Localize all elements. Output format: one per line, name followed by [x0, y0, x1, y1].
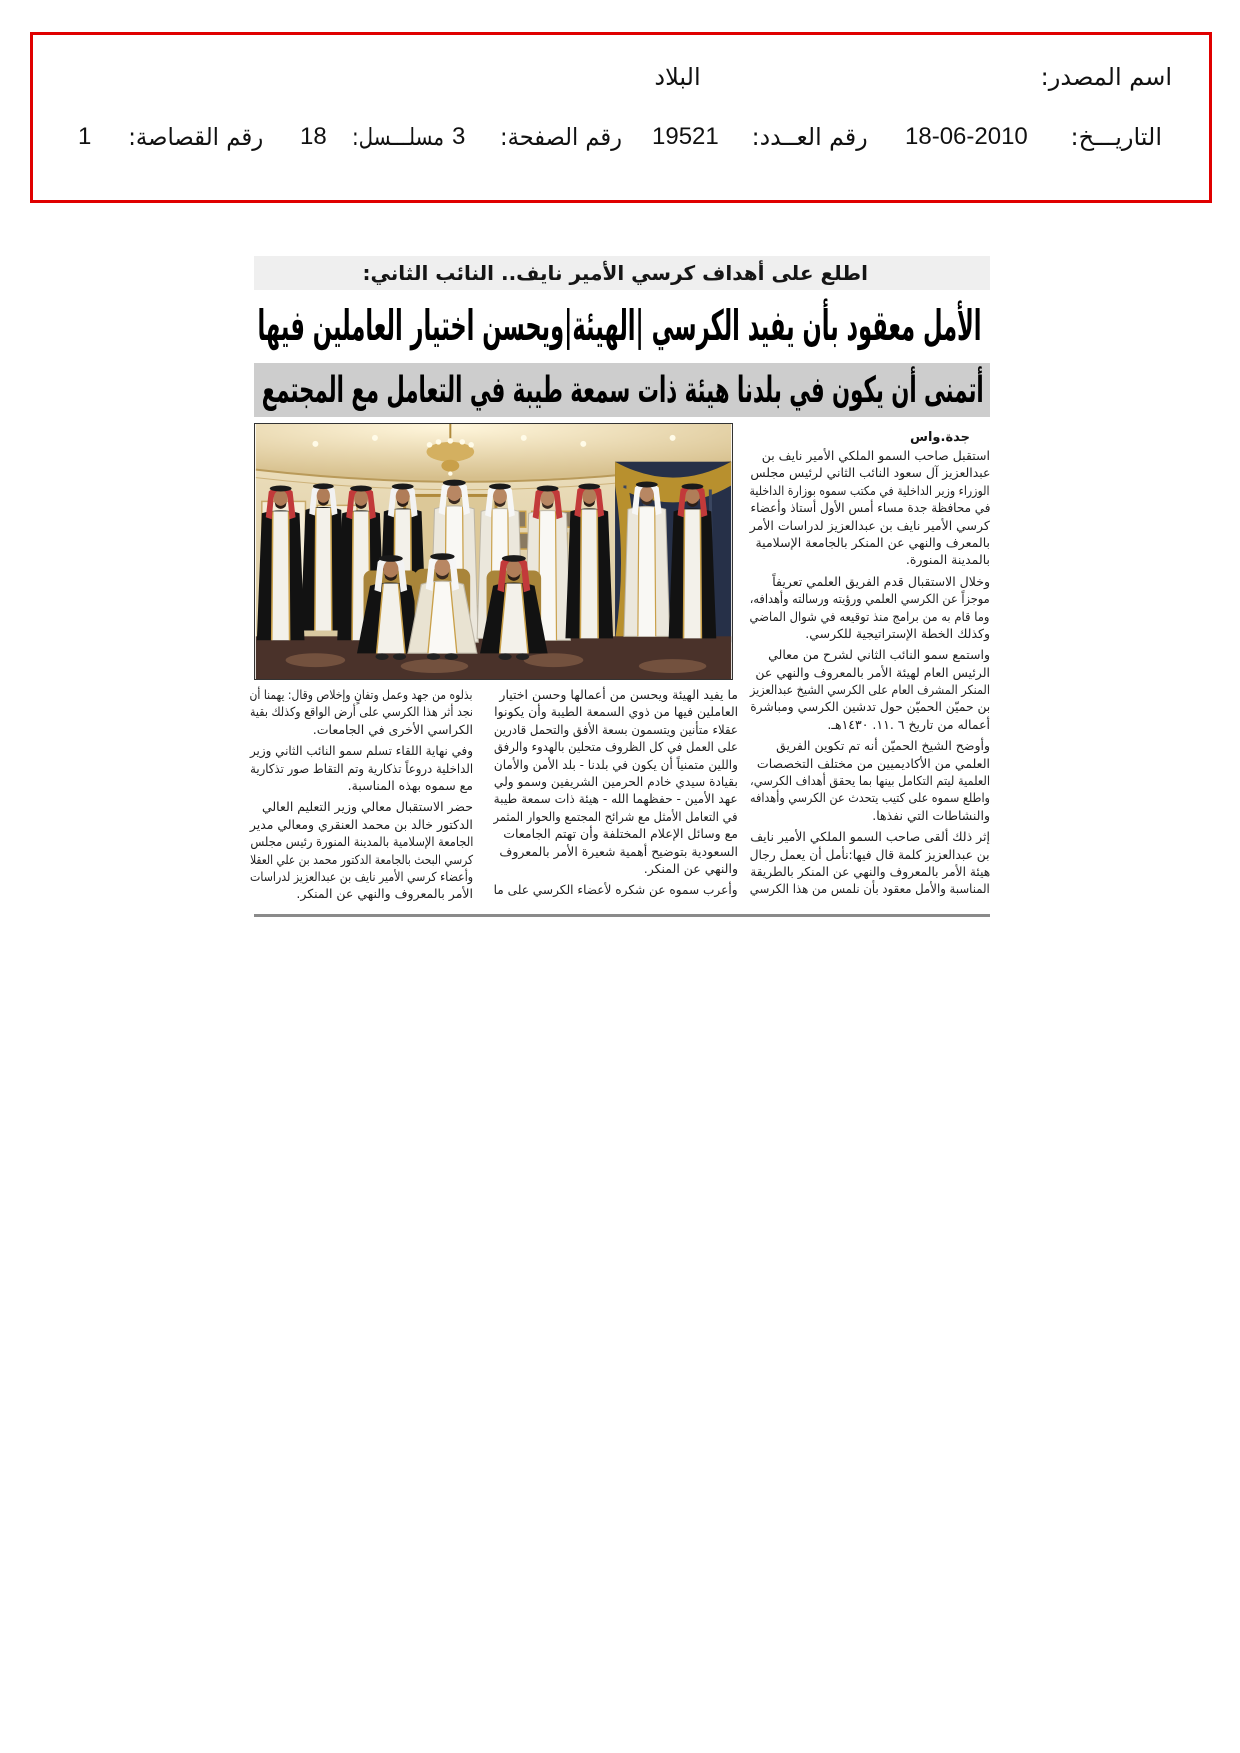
text-line-text: مع وسائل الإعلام المختلفة وأن تهتم الجامعات	[503, 826, 738, 842]
header-frame	[30, 32, 1212, 203]
text-line	[750, 590, 990, 607]
paragraph	[750, 828, 990, 898]
text-line-text: موجزاً عن الكرسي العلمي ورؤيته ورسالته وأهدافه،	[750, 591, 990, 607]
text-line-text: هيئة الأمر بالمعروف والنهي عن المنكر بالطريقة	[750, 863, 990, 879]
text-line	[750, 534, 990, 551]
text-line-text: العلمية ليتم التكامل بينها بما يحقق أهداف الكرسي،	[750, 773, 990, 789]
text-line	[750, 664, 990, 681]
text-line	[750, 625, 990, 642]
text-line-text: نجد أثر هذا الكرسي على أرض الواقع وكذلك بقية	[250, 704, 473, 720]
paragraph	[750, 447, 990, 569]
issue-value-text: 19521	[652, 123, 719, 150]
text-line	[494, 843, 738, 860]
text-line	[750, 608, 990, 625]
text-line-text: أعماله من تاريخ ٦ .١١. ١٤٣٠هـ.	[827, 716, 990, 732]
source-value	[640, 62, 715, 92]
article-kicker	[300, 258, 868, 288]
text-line-text: وأعرب سموه عن شكره لأعضاء الكرسي على ما	[494, 882, 738, 898]
text-line-text: الكراسي الأخرى في الجامعات.	[312, 721, 473, 737]
text-line	[750, 789, 990, 806]
article-dateline	[750, 428, 970, 446]
page-value-text: 3	[452, 123, 466, 150]
text-line-text: السعودية بتوضيح أهمية شعيرة الأمر بالمعروف	[499, 843, 738, 859]
text-line-text: الرئيس العام لهيئة الأمر بالمعروف والنهي عن	[755, 664, 990, 680]
issue-value	[652, 122, 724, 152]
text-line-text: بذلوه من جهد وعمل وتفانٍ وإخلاص وقال: يهمنا أن	[250, 687, 473, 702]
text-line-text: المنكر المشرف العام على الكرسي الشيخ عبدالعزيز	[750, 682, 990, 698]
article-column-middle	[494, 686, 738, 899]
paragraph	[750, 646, 990, 733]
text-line-text: وفي نهاية اللقاء تسلم سمو النائب الثاني وزير	[250, 743, 473, 759]
text-line-text: وما قام به من برامج منذ توقيعه في شوال الماضي	[750, 608, 990, 624]
text-line	[750, 482, 990, 499]
text-line	[750, 737, 990, 754]
text-line-text: عهد الأمين - حفظهما الله - هيئة ذات سمعة طيبة	[494, 791, 738, 807]
page-value	[452, 122, 470, 152]
text-line	[494, 686, 738, 703]
text-line	[250, 851, 473, 868]
text-line	[750, 807, 990, 824]
text-line	[750, 551, 990, 568]
text-line	[750, 755, 990, 772]
article-headline-text: الأمل معقود بأن يفيد الكرسي |الهيئة|ويحسن اختيار العاملين فيها	[258, 300, 983, 350]
text-line	[750, 716, 990, 733]
source-label-text: اسم المصدر:	[1040, 63, 1172, 91]
text-line-text: مع سموه بهذه المناسبة.	[347, 777, 473, 793]
text-line-text: بالمدينة المنورة.	[905, 552, 990, 568]
paragraph	[250, 686, 473, 738]
text-line-text: واللين متمنياً أن يكون في بلدنا - بلد الأمن والأمان	[494, 756, 738, 772]
text-line	[494, 703, 738, 720]
serial-value	[300, 122, 332, 152]
clip-value	[78, 122, 94, 152]
text-line-text: الجامعة الإسلامية بالمدينة المنورة رئيس مجلس	[250, 834, 473, 850]
page-label	[500, 122, 622, 152]
serial-label-text: مسلـــسل:	[352, 123, 444, 151]
serial-value-text: 18	[300, 123, 327, 150]
text-line-text: واطلع سموه على كتيب يتحدث عن الكرسي وأهدافه	[750, 790, 990, 806]
text-line-text: كرسي البحث بالجامعة الدكتور محمد بن علي العقلا	[250, 851, 473, 867]
article-headline	[258, 296, 982, 354]
text-line	[250, 833, 473, 850]
text-line	[250, 760, 473, 777]
article-bottom-rule	[254, 914, 990, 917]
text-line	[494, 825, 738, 842]
text-line-text: العاملين فيها من ذوي السمعة الطيبة وأن يكونوا	[494, 704, 738, 720]
text-line	[750, 698, 990, 715]
text-line	[750, 880, 990, 897]
clip-value-text: 1	[78, 123, 92, 150]
article-subheadline	[262, 365, 984, 415]
date-label-text: التاريـــخ:	[1070, 123, 1162, 151]
text-line-text: وكذلك الخطة الإستراتيجية للكرسي.	[805, 625, 990, 641]
text-line-text: بقيادة سيدي خادم الحرمين الشريفين وسمو ولي	[494, 773, 738, 789]
text-line	[750, 846, 990, 863]
text-line-text: كرسي الأمير نايف بن عبدالعزيز لدراسات الأمر	[750, 517, 990, 533]
issue-label	[752, 122, 868, 152]
article-subheadline-text: أتمنى أن يكون في بلدنا هيئة ذات سمعة طيبة في التعامل مع المجتمع	[262, 369, 984, 411]
clip-label-text: رقم القصاصة:	[128, 123, 263, 151]
article-column-left	[250, 686, 473, 903]
article-column-right	[750, 447, 990, 898]
text-line-text: بالمعرف والنهي عن المنكر بالجامعة الإسلامية	[755, 534, 990, 550]
paragraph	[750, 573, 990, 643]
serial-label	[352, 122, 444, 152]
paragraph	[250, 798, 473, 902]
text-line	[494, 808, 738, 825]
text-line-text: إثر ذلك ألقى صاحب السمو الملكي الأمير نايف	[750, 829, 990, 845]
text-line-text: بن حميّن الحميّن حول تدشين الكرسي ومباشرة	[750, 699, 990, 715]
text-line	[750, 447, 990, 464]
text-line	[494, 773, 738, 790]
text-line	[750, 828, 990, 845]
text-line	[494, 738, 738, 755]
text-line-text: عقلاء متأنين ويتسمون بسعة الأفق والتحمل قادرين	[494, 721, 738, 737]
text-line	[250, 742, 473, 759]
text-line-text: على العمل في كل الظروف متحلين بالهدوء والرفق	[494, 739, 738, 755]
date-label	[1052, 122, 1162, 152]
text-line	[250, 816, 473, 833]
text-line-text: الأمر بالمعروف والنهي عن المنكر.	[296, 886, 473, 902]
text-line	[494, 756, 738, 773]
text-line-text: والنشاطات التي نفذها.	[872, 807, 990, 823]
text-line-text: الداخلية دروعاً تذكارية وتم التقاط صور تذكارية	[250, 760, 473, 776]
text-line-text: في التعامل الأمثل مع شرائح المجتمع والحوار المثمر	[494, 808, 738, 824]
text-line-text: الدكتور خالد بن محمد العنقري ومعالي مدير	[250, 816, 473, 832]
article-kicker-text: اطلع على أهداف كرسي الأمير نايف.. النائب الثاني:	[362, 261, 868, 285]
text-line	[750, 646, 990, 663]
paragraph	[750, 737, 990, 824]
text-line-text: العلمي من الأكاديميين من مختلف التخصصات	[756, 755, 990, 771]
text-line	[494, 790, 738, 807]
text-line	[750, 517, 990, 534]
text-line	[494, 881, 738, 898]
text-line	[750, 681, 990, 698]
paragraph	[494, 686, 738, 877]
text-line-text: حضر الاستقبال معالي وزير التعليم العالي	[261, 799, 473, 815]
text-line-text: وخلال الاستقبال قدم الفريق العلمي تعريفاً	[772, 573, 990, 589]
date-value	[905, 122, 1037, 152]
text-line	[750, 499, 990, 516]
text-line	[250, 686, 473, 703]
article-dateline-text: جدة.واس	[910, 429, 970, 445]
text-line	[750, 772, 990, 789]
source-value-text: البلاد	[654, 63, 701, 91]
text-line	[250, 885, 473, 902]
text-line-text: ما يفيد الهيئة ويحسن من أعمالها وحسن اختيار	[499, 687, 738, 702]
text-line-text: في محافظة جدة مساء أمس الأول أستاذ وأعضاء	[750, 500, 990, 516]
date-value-text: 18-06-2010	[905, 123, 1028, 150]
text-line	[494, 721, 738, 738]
text-line	[494, 860, 738, 877]
text-line-text: استقبل صاحب السمو الملكي الأمير نايف بن	[761, 448, 990, 463]
clip-label	[128, 122, 263, 152]
paragraph	[494, 881, 738, 898]
text-line	[250, 868, 473, 885]
text-line-text: وأعضاء كرسي الأمير نايف بن عبدالعزيز لدراسات	[250, 868, 473, 884]
paragraph	[250, 742, 473, 794]
source-label	[1040, 62, 1172, 92]
text-line	[750, 464, 990, 481]
text-line	[750, 573, 990, 590]
text-line	[250, 798, 473, 815]
text-line	[750, 863, 990, 880]
text-line-text: وأوضح الشيخ الحميّن أنه تم تكوين الفريق	[776, 738, 990, 754]
text-line-text: بن عبدالعزيز كلمة قال فيها:نأمل أن يعمل رجال	[750, 846, 990, 862]
text-line-text: الوزراء وزير الداخلية في مكتب سموه بوزارة الداخلية	[750, 482, 990, 498]
text-line	[250, 703, 473, 720]
text-line	[250, 777, 473, 794]
text-line-text: واستمع سمو النائب الثاني لشرح من معالي	[768, 647, 990, 663]
text-line	[250, 721, 473, 738]
issue-label-text: رقم العــدد:	[752, 123, 868, 151]
page-label-text: رقم الصفحة:	[500, 123, 622, 151]
text-line-text: المناسبة والأمل معقود بأن نلمس من هذا الكرسي	[750, 881, 990, 897]
group-photo	[254, 423, 733, 680]
text-line-text: عبدالعزيز آل سعود النائب الثاني لرئيس مجلس	[750, 465, 990, 481]
text-line-text: والنهي عن المنكر.	[643, 860, 738, 876]
group-photo-illustration	[255, 424, 732, 679]
